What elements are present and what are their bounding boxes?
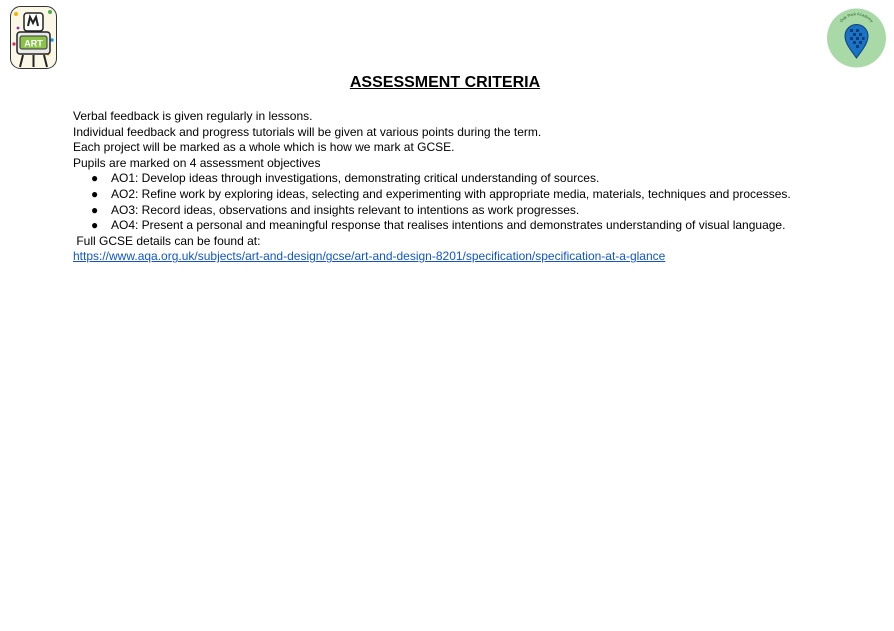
page-title: ASSESSMENT CRITERIA [349,74,541,91]
bullet-icon: ● [91,186,99,201]
svg-text:Oak Park Academy: Oak Park Academy [838,11,875,24]
objective-ao3: AO3: Record ideas, observations and insights relevant to intentions as work progresses. [111,202,580,217]
paragraph-objectives-intro: Pupils are marked on 4 assessment objectives [73,155,321,170]
paragraph-project-marking: Each project will be marked as a whole which is how we mark at GCSE. [73,140,455,155]
objectives-list [73,171,873,233]
art-department-logo [10,6,57,69]
assessment-content [73,109,873,265]
aqa-specification-link[interactable]: https://www.aqa.org.uk/subjects/art-and-design/gcse/art-and-design-8201/specification/specification-at-a-glance [73,249,666,264]
bullet-icon: ● [91,171,99,186]
gcse-details-note: Full GCSE details can be found at: [73,233,261,248]
bullet-icon: ● [91,218,99,233]
objective-ao2: AO2: Refine work by exploring ideas, selecting and experimenting with appropriate media, materials, techniques and processes. [111,186,791,201]
paragraph-verbal-feedback: Verbal feedback is given regularly in lessons. [73,109,313,123]
list-item [73,203,873,219]
map-pin-logo-icon [826,8,887,68]
bullet-icon: ● [91,202,99,217]
objective-ao4: AO4: Present a personal and meaningful response that realises intentions and demonstrates understanding of visual language. [111,218,786,233]
school-logo [826,8,887,68]
svg-text:ART: ART [24,38,43,49]
objective-ao1: AO1: Develop ideas through investigations, demonstrating critical understanding of sources. [111,171,600,186]
art-robot-logo-icon [10,6,57,69]
list-item [73,187,873,203]
list-item [73,218,873,234]
paragraph-individual-feedback: Individual feedback and progress tutorials will be given at various points during the term. [73,124,542,139]
list-item [73,171,873,187]
